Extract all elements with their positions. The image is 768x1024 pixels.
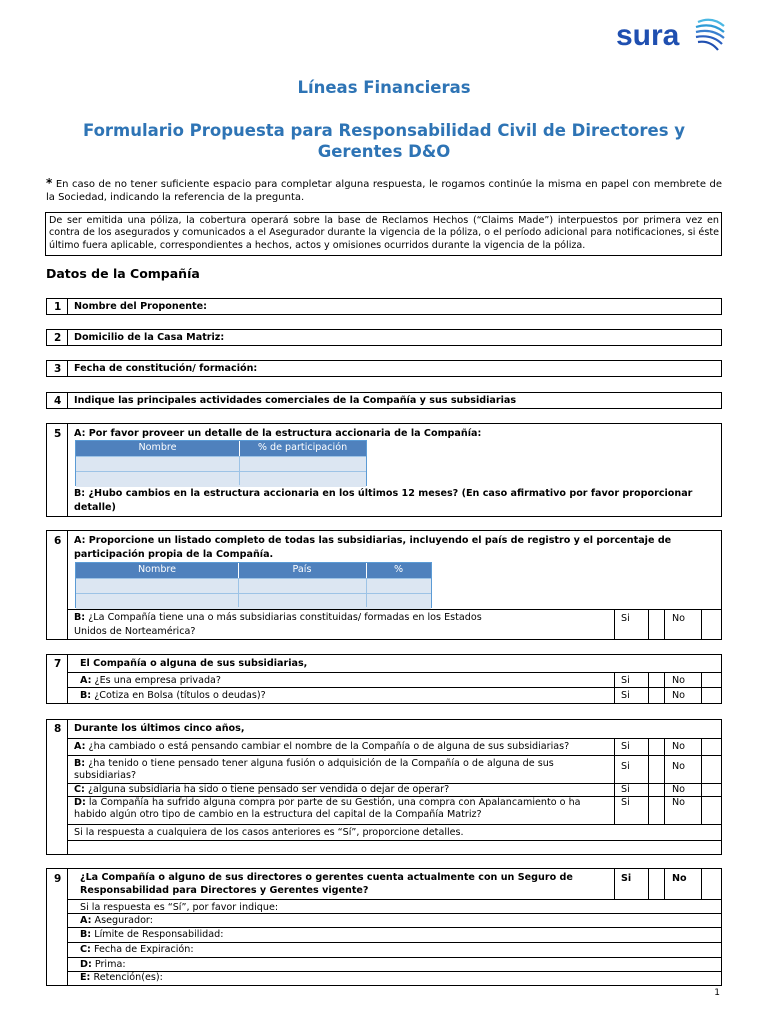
item-prefix: D: bbox=[80, 959, 92, 970]
column-header: Nombre bbox=[138, 442, 177, 453]
question-number: 2 bbox=[54, 332, 62, 344]
merger-question bbox=[74, 758, 604, 782]
no-option[interactable]: No bbox=[672, 675, 686, 686]
question-number: 5 bbox=[54, 428, 62, 440]
instructions-note bbox=[46, 177, 722, 204]
column-header: País bbox=[292, 564, 312, 575]
subsidiaries-table bbox=[75, 562, 432, 608]
question-number: 3 bbox=[54, 363, 62, 375]
yes-option[interactable]: Si bbox=[621, 797, 630, 808]
limit-field[interactable] bbox=[80, 929, 223, 941]
subsidiary-sale-question bbox=[74, 784, 604, 796]
item-prefix: B: bbox=[80, 929, 92, 940]
question-2-row bbox=[46, 329, 722, 346]
question-number: 4 bbox=[54, 395, 62, 407]
question-4-row bbox=[46, 392, 722, 409]
shareholder-changes-label: B: ¿Hubo cambios en la estructura accionaria en los últimos 12 meses? (En caso afirmativo por favor proporcionar detalle) bbox=[74, 488, 693, 513]
shareholder-structure-label: A: Por favor proveer un detalle de la estructura accionaria de la Compañía: bbox=[74, 428, 482, 439]
section-title: Datos de la Compañía bbox=[46, 266, 200, 281]
logo-text: sura bbox=[616, 19, 680, 52]
item-text: Prima: bbox=[94, 959, 126, 970]
name-change-question bbox=[74, 741, 604, 753]
no-option[interactable]: No bbox=[672, 797, 686, 808]
expiration-date-field[interactable] bbox=[80, 944, 194, 956]
item-prefix: B: bbox=[74, 758, 86, 769]
item-prefix: A: bbox=[80, 915, 92, 926]
retention-field[interactable] bbox=[80, 972, 163, 984]
question-number: 7 bbox=[54, 658, 62, 670]
item-text: Asegurador: bbox=[94, 915, 153, 926]
question-8-block bbox=[46, 719, 722, 855]
item-prefix: C: bbox=[80, 944, 91, 955]
question-title: Durante los últimos cinco años, bbox=[74, 723, 245, 734]
asterisk: * bbox=[46, 176, 53, 190]
page-number: 1 bbox=[714, 988, 720, 998]
item-prefix: A: bbox=[74, 741, 86, 752]
item-text: Retención(es): bbox=[93, 972, 163, 983]
question-7-block bbox=[46, 654, 722, 704]
no-option[interactable]: No bbox=[672, 613, 686, 624]
yes-option[interactable]: Si bbox=[621, 690, 630, 701]
yes-option[interactable]: Si bbox=[621, 784, 630, 795]
item-prefix: B: bbox=[74, 612, 86, 623]
item-text: ¿alguna subsidiaria ha sido o tiene pensado ser vendida o dejar de operar? bbox=[87, 784, 450, 795]
form-category-title: Líneas Financieras bbox=[297, 78, 471, 97]
subsidiaries-label: A: Proporcione un listado completo de todas las subsidiarias, incluyendo el país de registro y el porcentaje de participación propia de la Compañía. bbox=[74, 535, 672, 560]
column-header: Nombre bbox=[137, 564, 177, 575]
column-header: % de participación bbox=[257, 442, 348, 453]
item-text: la Compañía ha sufrido alguna compra por parte de su Gestión, una compra con Apalancamiento o ha habido algún otro tipo de cambio en la estructura del capital de la Compañía Matriz? bbox=[74, 797, 581, 820]
shareholder-table bbox=[75, 440, 367, 486]
question-number: 6 bbox=[54, 535, 62, 547]
sura-wave-icon bbox=[694, 16, 728, 56]
form-title: Formulario Propuesta para Responsabilidad Civil de Directores y Gerentes D&O bbox=[82, 121, 686, 161]
sura-logo bbox=[598, 14, 738, 58]
question-number: 8 bbox=[54, 723, 62, 735]
no-option[interactable]: No bbox=[672, 784, 686, 795]
item-text: ¿ha cambiado o está pensando cambiar el nombre de la Compañía o de alguna de sus subsidiarias? bbox=[88, 741, 570, 752]
yes-option[interactable]: Si bbox=[621, 761, 630, 772]
insurer-field[interactable] bbox=[80, 915, 153, 927]
instructions-text: En caso de no tener suficiente espacio para completar alguna respuesta, le rogamos continúe la misma en papel con membrete de la Sociedad, indicando la referencia de la pregunta. bbox=[46, 179, 722, 203]
item-prefix: C: bbox=[74, 784, 85, 795]
listed-company-question bbox=[80, 690, 266, 702]
item-prefix: E: bbox=[80, 972, 91, 983]
claims-made-notice: De ser emitida una póliza, la cobertura operará sobre la base de Reclamos Hechos (“Claims Made”) interpuestos por primera vez en contra de los asegurados y comunicados a el Asegurador durante la vigencia de la póliza, o el período adicional para notificaciones, si éste último fuera aplicable, correspondientes a hechos, actos y omisiones ocurridos durante la vigencia de la póliza. bbox=[45, 212, 722, 256]
current-insurance-question: ¿La Compañía o alguno de sus directores o gerentes cuenta actualmente con un Seguro de Responsabilidad para Directores y Gerentes vigente? bbox=[80, 872, 573, 896]
yes-option[interactable]: Si bbox=[621, 873, 632, 884]
details-prompt: Si la respuesta a cualquiera de los casos anteriores es “Sí”, proporcione detalles. bbox=[74, 827, 464, 838]
question-6-block bbox=[46, 530, 722, 640]
item-text: ¿Es una empresa privada? bbox=[94, 675, 222, 686]
item-text: ¿La Compañía tiene una o más subsidiarias constituidas/ formadas en los Estados Unidos de Norteamérica? bbox=[74, 612, 482, 637]
item-prefix: A: bbox=[80, 675, 92, 686]
question-number: 1 bbox=[54, 301, 62, 313]
activities-label: Indique las principales actividades comerciales de la Compañía y sus subsidiarias bbox=[74, 395, 517, 406]
yes-option[interactable]: Si bbox=[621, 675, 630, 686]
premium-field[interactable] bbox=[80, 959, 126, 971]
question-5-block bbox=[46, 423, 722, 517]
us-subsidiaries-question bbox=[74, 611, 514, 639]
head-office-address-label: Domicilio de la Casa Matriz: bbox=[74, 332, 225, 343]
table-row[interactable] bbox=[76, 578, 431, 594]
proponent-name-label: Nombre del Proponente: bbox=[74, 301, 207, 312]
question-1-row bbox=[46, 298, 722, 315]
item-prefix: B: bbox=[80, 690, 92, 701]
item-text: Fecha de Expiración: bbox=[93, 944, 194, 955]
no-option[interactable]: No bbox=[672, 741, 686, 752]
column-header: % bbox=[393, 564, 404, 575]
insurance-details-intro: Si la respuesta es “Sí”, por favor indique: bbox=[80, 902, 279, 913]
yes-option[interactable]: Si bbox=[621, 613, 630, 624]
item-prefix: D: bbox=[74, 797, 86, 808]
no-option[interactable]: No bbox=[672, 761, 686, 772]
table-row[interactable] bbox=[76, 471, 366, 487]
table-row[interactable] bbox=[76, 456, 366, 472]
item-text: Límite de Responsabilidad: bbox=[94, 929, 224, 940]
table-row[interactable] bbox=[76, 593, 431, 609]
no-option[interactable]: No bbox=[672, 690, 686, 701]
item-text: ¿ha tenido o tiene pensado tener alguna fusión o adquisición de la Compañía o de alguna de sus subsidiarias? bbox=[74, 758, 554, 781]
question-title: El Compañía o alguna de sus subsidiarias, bbox=[80, 658, 308, 669]
capital-change-question bbox=[74, 797, 604, 821]
question-3-row bbox=[46, 360, 722, 377]
item-text: ¿Cotiza en Bolsa (títulos o deudas)? bbox=[94, 690, 266, 701]
private-company-question bbox=[80, 675, 221, 687]
yes-option[interactable]: Si bbox=[621, 741, 630, 752]
no-option[interactable]: No bbox=[672, 873, 687, 884]
question-9-block bbox=[46, 868, 722, 986]
question-number: 9 bbox=[54, 873, 62, 885]
incorporation-date-label: Fecha de constitución/ formación: bbox=[74, 363, 258, 374]
